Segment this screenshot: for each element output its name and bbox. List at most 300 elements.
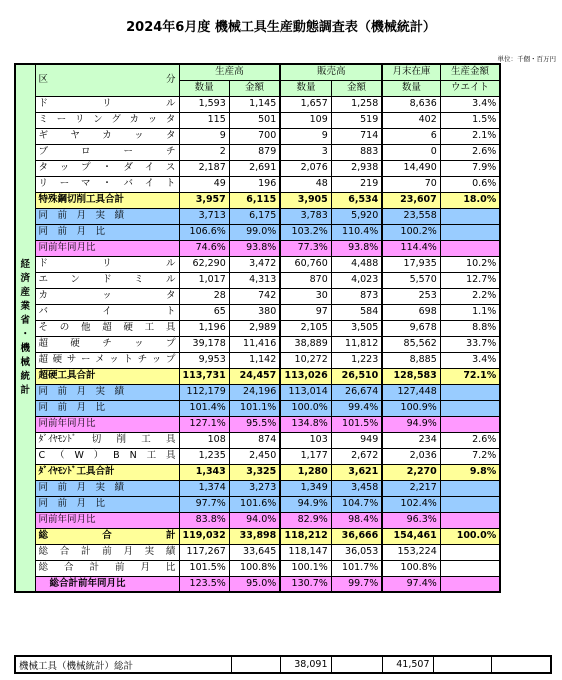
row-label-char: ヤ [70, 130, 80, 141]
row-value-cell: 83.8% [179, 512, 229, 528]
row-value-cell: 949 [331, 432, 382, 448]
row-label-char: ッ [102, 290, 112, 301]
row-label-spread [39, 161, 176, 175]
row-label-char: 工 [144, 322, 155, 333]
row-value-cell: 8,636 [382, 96, 440, 112]
row-value-cell: 8.8% [440, 320, 500, 336]
row-label-char: バ [123, 178, 133, 189]
production-header: 生産高 [179, 64, 280, 80]
row-value-cell: 870 [280, 272, 331, 288]
row-value-cell: 219 [331, 176, 382, 192]
row-value-cell: 98.4% [331, 512, 382, 528]
row-value-cell: 3,957 [179, 192, 229, 208]
row-label-char: ス [165, 162, 176, 173]
table-row [15, 288, 500, 304]
row-label-char: ー [56, 114, 67, 125]
row-value-cell: 2,187 [179, 160, 229, 176]
row-value-cell: 2,076 [280, 160, 331, 176]
side-label-char: 済 [20, 273, 30, 284]
row-label: ﾀﾞｲﾔﾓﾝﾄﾞ工具合計 [35, 464, 179, 480]
row-label-char: ッ [151, 354, 162, 365]
row-label [35, 128, 179, 144]
row-label-spread [39, 449, 176, 463]
row-label-char: サ [66, 354, 77, 365]
row-label [35, 528, 179, 544]
table-row [15, 176, 500, 192]
row-label: 総合計前年同月比 [35, 576, 179, 592]
row-label-char: ッ [134, 338, 144, 349]
row-value-cell: 74.6% [179, 240, 229, 256]
row-value-cell: 100.0% [280, 400, 331, 416]
row-value-cell: 12.7% [440, 272, 500, 288]
row-label-char: イ [144, 178, 155, 189]
row-value-cell: 1,223 [331, 352, 382, 368]
table-row [15, 416, 500, 432]
row-value-cell: 8,885 [382, 352, 440, 368]
row-value-cell: 95.0% [229, 576, 280, 592]
row-label: 同 前 月 実 績 [35, 384, 179, 400]
row-value-cell [440, 208, 500, 224]
row-value-cell: 115 [179, 112, 229, 128]
row-value-cell: 24,457 [229, 368, 280, 384]
row-value-cell: 0 [382, 144, 440, 160]
table-row [15, 448, 500, 464]
row-label-char: ル [165, 274, 176, 285]
table-row [15, 432, 500, 448]
row-label-char: 工 [141, 434, 151, 445]
row-value-cell: 2.2% [440, 288, 500, 304]
summary-production-amount: 38,091 [280, 656, 331, 673]
amount-subheader: 金額 [229, 80, 280, 96]
row-label-char: ダ [123, 162, 133, 173]
row-value-cell: 519 [331, 112, 382, 128]
row-label-char: ッ [134, 130, 144, 141]
row-value-cell: 9.8% [440, 464, 500, 480]
row-value-cell: 110.4% [331, 224, 382, 240]
side-label-char: 経 [20, 259, 30, 270]
row-value-cell: 2,270 [382, 464, 440, 480]
row-label-spread [39, 97, 176, 111]
row-label-char: ブ [38, 146, 49, 157]
row-value-cell: 113,026 [280, 368, 331, 384]
row-label-char: 合 [59, 546, 70, 557]
row-label-char: ﾀﾞｲﾔﾓﾝﾄﾞ [38, 434, 77, 445]
row-value-cell: 1,017 [179, 272, 229, 288]
row-label [35, 176, 179, 192]
row-value-cell [440, 576, 500, 592]
row-value-cell: 501 [229, 112, 280, 128]
row-value-cell: 96.3% [382, 512, 440, 528]
row-label: 同 前 月 比 [35, 224, 179, 240]
row-value-cell [440, 512, 500, 528]
row-label-spread [39, 321, 176, 335]
row-label-char: プ [165, 354, 176, 365]
row-label-char: ド [102, 274, 112, 285]
row-label: 同前年同月比 [35, 512, 179, 528]
row-label-char: ミ [134, 274, 144, 285]
row-label-char: 前 [102, 546, 112, 557]
table-row [15, 576, 500, 592]
row-label-char: 月 [123, 546, 133, 557]
row-value-cell: 380 [229, 304, 280, 320]
row-label-char: ン [93, 114, 103, 125]
row-value-cell: 714 [331, 128, 382, 144]
row-value-cell: 196 [229, 176, 280, 192]
row-value-cell: 128,583 [382, 368, 440, 384]
row-label-char: 合 [102, 530, 112, 541]
row-value-cell: 100.1% [280, 560, 331, 576]
category-header [35, 64, 179, 96]
row-value-cell: 1,235 [179, 448, 229, 464]
row-value-cell: 106.6% [179, 224, 229, 240]
category-header-right: 分 [165, 74, 176, 86]
row-label-char: グ [111, 114, 121, 125]
row-label-char: ギ [38, 130, 49, 141]
row-value-cell: 104.7% [331, 496, 382, 512]
row-label [35, 96, 179, 112]
row-label-char: ー [123, 146, 133, 157]
row-label-char: チ [102, 338, 112, 349]
row-label: 同 前 月 実 績 [35, 208, 179, 224]
row-value-cell: 101.4% [179, 400, 229, 416]
row-value-cell: 879 [229, 144, 280, 160]
table-row [15, 528, 500, 544]
quantity-subheader: 数量 [382, 80, 440, 96]
row-label [35, 256, 179, 272]
row-label: 同前年同月比 [35, 240, 179, 256]
row-value-cell: 1,280 [280, 464, 331, 480]
row-label-spread [39, 257, 176, 271]
row-value-cell: 2.6% [440, 432, 500, 448]
summary-cell [433, 656, 491, 673]
table-row [15, 464, 500, 480]
row-value-cell: 94.9% [382, 416, 440, 432]
row-value-cell: 123.5% [179, 576, 229, 592]
row-label-char: 総 [38, 562, 49, 573]
row-label-char: タ [165, 130, 176, 141]
row-value-cell: 698 [382, 304, 440, 320]
row-value-cell: 77.3% [280, 240, 331, 256]
row-label [35, 144, 179, 160]
row-label [35, 560, 179, 576]
row-label [35, 448, 179, 464]
row-label [35, 336, 179, 352]
row-label-char: C [38, 450, 46, 461]
quantity-subheader: 数量 [280, 80, 331, 96]
row-label-char: ミ [38, 114, 49, 125]
row-value-cell: 1,196 [179, 320, 229, 336]
row-value-cell: 7.2% [440, 448, 500, 464]
row-value-cell: 2,036 [382, 448, 440, 464]
row-label-char: リ [38, 178, 49, 189]
row-value-cell [440, 384, 500, 400]
row-value-cell: 127.1% [179, 416, 229, 432]
row-value-cell: 100.8% [382, 560, 440, 576]
row-value-cell: 1.5% [440, 112, 500, 128]
row-label: 同前年同月比 [35, 416, 179, 432]
row-value-cell: 3,621 [331, 464, 382, 480]
row-value-cell: 97.4% [382, 576, 440, 592]
row-value-cell [440, 480, 500, 496]
row-label: 同 前 月 比 [35, 496, 179, 512]
row-value-cell: 1,374 [179, 480, 229, 496]
row-label-char: プ [165, 338, 176, 349]
row-label-char: 計 [89, 562, 99, 573]
side-label-char: 産 [20, 287, 30, 298]
side-label-char: 業 [20, 301, 30, 312]
row-value-cell: 1,258 [331, 96, 382, 112]
row-value-cell: 3,472 [229, 256, 280, 272]
row-value-cell [440, 416, 500, 432]
row-value-cell: 1,145 [229, 96, 280, 112]
summary-cell [231, 656, 280, 673]
row-label: 特殊鋼切削工具合計 [35, 192, 179, 208]
row-value-cell: 0.6% [440, 176, 500, 192]
row-value-cell: 118,147 [280, 544, 331, 560]
row-label-spread [39, 129, 176, 143]
row-value-cell: 26,674 [331, 384, 382, 400]
row-value-cell: 134.8% [280, 416, 331, 432]
row-value-cell: 30 [280, 288, 331, 304]
row-value-cell: 100.2% [382, 224, 440, 240]
row-label-char: 超 [102, 322, 112, 333]
row-label: 同 前 月 実 績 [35, 480, 179, 496]
row-value-cell: 108 [179, 432, 229, 448]
row-label-char: ロ [80, 146, 91, 157]
row-value-cell: 10.2% [440, 256, 500, 272]
row-value-cell: 1,177 [280, 448, 331, 464]
row-label-spread [39, 353, 176, 367]
table-row [15, 352, 500, 368]
table-row [15, 384, 500, 400]
row-label-char: 具 [165, 450, 176, 461]
row-label-char: 他 [80, 322, 91, 333]
row-label-char: イ [102, 306, 112, 317]
row-value-cell: 2,450 [229, 448, 280, 464]
row-value-cell: 14,490 [382, 160, 440, 176]
sales-header: 販売高 [280, 64, 382, 80]
row-value-cell: 101.5% [331, 416, 382, 432]
row-value-cell: 2,105 [280, 320, 331, 336]
table-row [15, 512, 500, 528]
quantity-subheader: 数量 [179, 80, 229, 96]
row-value-cell: 97.7% [179, 496, 229, 512]
row-value-cell: 17,935 [382, 256, 440, 272]
row-value-cell: 234 [382, 432, 440, 448]
row-value-cell: 93.8% [331, 240, 382, 256]
row-value-cell: 23,558 [382, 208, 440, 224]
row-value-cell: 1,593 [179, 96, 229, 112]
production-statistics-table [14, 63, 501, 593]
row-value-cell: 2,938 [331, 160, 382, 176]
row-label-char: チ [137, 354, 148, 365]
row-value-cell: 3,713 [179, 208, 229, 224]
row-label [35, 272, 179, 288]
row-value-cell: 3,273 [229, 480, 280, 496]
row-label-char: タ [38, 162, 49, 173]
row-label-char: ー [59, 178, 70, 189]
row-label-spread [39, 145, 176, 159]
weight-title-header: 生産金額 [440, 64, 500, 80]
row-value-cell: 2,217 [382, 480, 440, 496]
row-label-char: B [113, 450, 120, 461]
summary-cell [331, 656, 382, 673]
row-value-cell: 100.0% [440, 528, 500, 544]
row-label-char: ッ [109, 354, 119, 365]
row-label [35, 544, 179, 560]
row-value-cell: 109 [280, 112, 331, 128]
table-row [15, 544, 500, 560]
table-row [15, 368, 500, 384]
row-label [35, 304, 179, 320]
row-label-char: ド [38, 258, 49, 269]
row-value-cell: 100.9% [382, 400, 440, 416]
row-label-char: バ [38, 306, 49, 317]
row-label-char: タ [165, 290, 176, 301]
row-label-char: ル [165, 98, 176, 109]
row-label-spread [39, 433, 176, 447]
row-value-cell: 1,142 [229, 352, 280, 368]
row-value-cell: 584 [331, 304, 382, 320]
row-value-cell: 24,196 [229, 384, 280, 400]
row-value-cell: 3,458 [331, 480, 382, 496]
row-label-spread [39, 561, 176, 575]
row-label-char: 比 [165, 562, 176, 573]
row-value-cell: 4,023 [331, 272, 382, 288]
row-label-char: そ [38, 322, 49, 333]
row-value-cell: 101.5% [179, 560, 229, 576]
row-value-cell: 100.8% [229, 560, 280, 576]
row-value-cell: 102.4% [382, 496, 440, 512]
row-label [35, 112, 179, 128]
row-label-char: 計 [165, 530, 176, 541]
table-row [15, 144, 500, 160]
row-value-cell: 127,448 [382, 384, 440, 400]
row-value-cell: 39,178 [179, 336, 229, 352]
summary-row [15, 656, 551, 673]
row-label-char: エ [38, 274, 49, 285]
row-value-cell: 101.7% [331, 560, 382, 576]
row-label [35, 288, 179, 304]
row-label-char: 硬 [70, 338, 80, 349]
row-label-char: 削 [116, 434, 126, 445]
row-value-cell: 3,325 [229, 464, 280, 480]
row-value-cell: 5,920 [331, 208, 382, 224]
row-value-cell: 9 [280, 128, 331, 144]
row-value-cell [440, 544, 500, 560]
row-value-cell: 873 [331, 288, 382, 304]
row-value-cell: 70 [382, 176, 440, 192]
row-value-cell [440, 496, 500, 512]
table-row [15, 496, 500, 512]
header-row [15, 64, 500, 80]
row-value-cell: 3,783 [280, 208, 331, 224]
row-value-cell: 72.1% [440, 368, 500, 384]
row-value-cell: 99.4% [331, 400, 382, 416]
row-value-cell: 6,534 [331, 192, 382, 208]
row-label-char: の [59, 322, 70, 333]
side-label-char: 省 [20, 315, 30, 326]
row-value-cell: 4,313 [229, 272, 280, 288]
side-label-char: 計 [20, 385, 30, 396]
row-label-spread [39, 545, 176, 559]
row-label-char: N [129, 450, 137, 461]
table-row [15, 320, 500, 336]
row-value-cell: 9 [179, 128, 229, 144]
row-label-char: 合 [63, 562, 74, 573]
row-value-cell: 99.7% [331, 576, 382, 592]
row-label-char: 超 [38, 338, 49, 349]
row-value-cell: 2,989 [229, 320, 280, 336]
row-label-char: ） [93, 450, 104, 461]
side-label-char: 械 [20, 357, 30, 368]
row-value-cell: 94.9% [280, 496, 331, 512]
row-label-char: 計 [80, 546, 91, 557]
row-label-char: 工 [146, 450, 157, 461]
row-value-cell: 33.7% [440, 336, 500, 352]
side-label-char: 統 [20, 371, 30, 382]
row-value-cell: 114.4% [382, 240, 440, 256]
row-value-cell: 154,461 [382, 528, 440, 544]
row-value-cell: 117,267 [179, 544, 229, 560]
row-label-spread [39, 305, 176, 319]
row-label-char: 切 [91, 434, 102, 445]
row-value-cell: 1.1% [440, 304, 500, 320]
row-label-char: イ [144, 162, 155, 173]
row-label-char: ッ [59, 162, 70, 173]
row-label-char: ト [123, 354, 133, 365]
table-row [15, 96, 500, 112]
row-label-char: カ [38, 290, 49, 301]
side-label [15, 64, 35, 592]
row-value-cell: 700 [229, 128, 280, 144]
row-label-char: 硬 [123, 322, 133, 333]
row-label-char: 超 [38, 354, 49, 365]
category-header-left: 区 [38, 74, 49, 86]
row-value-cell: 33,645 [229, 544, 280, 560]
row-value-cell: 18.0% [440, 192, 500, 208]
row-value-cell: 3.4% [440, 352, 500, 368]
row-value-cell: 742 [229, 288, 280, 304]
row-label-char: 具 [165, 322, 176, 333]
row-label-char: （ [55, 450, 65, 461]
row-value-cell: 101.1% [229, 400, 280, 416]
row-value-cell: 6 [382, 128, 440, 144]
row-value-cell: 10,272 [280, 352, 331, 368]
inventory-header: 月末在庫 [382, 64, 440, 80]
row-value-cell: 36,666 [331, 528, 382, 544]
row-label-char: ー [80, 354, 91, 365]
table-row [15, 480, 500, 496]
weight-subheader: ウエイト [440, 80, 500, 96]
row-value-cell: 4,488 [331, 256, 382, 272]
row-label-char: ド [38, 98, 49, 109]
row-value-cell: 62,290 [179, 256, 229, 272]
side-label-char: 機 [20, 343, 30, 354]
table-row [15, 256, 500, 272]
row-label-spread [39, 273, 176, 287]
row-value-cell: 119,032 [179, 528, 229, 544]
row-value-cell: 6,115 [229, 192, 280, 208]
summary-label: 機械工具（機械統計）総計 [15, 656, 231, 673]
row-value-cell: 2.6% [440, 144, 500, 160]
row-value-cell: 28 [179, 288, 229, 304]
row-label-char: W [74, 450, 84, 461]
row-value-cell: 1,343 [179, 464, 229, 480]
table-row [15, 240, 500, 256]
row-label-char: 実 [144, 546, 155, 557]
row-label-char: 前 [114, 562, 125, 573]
